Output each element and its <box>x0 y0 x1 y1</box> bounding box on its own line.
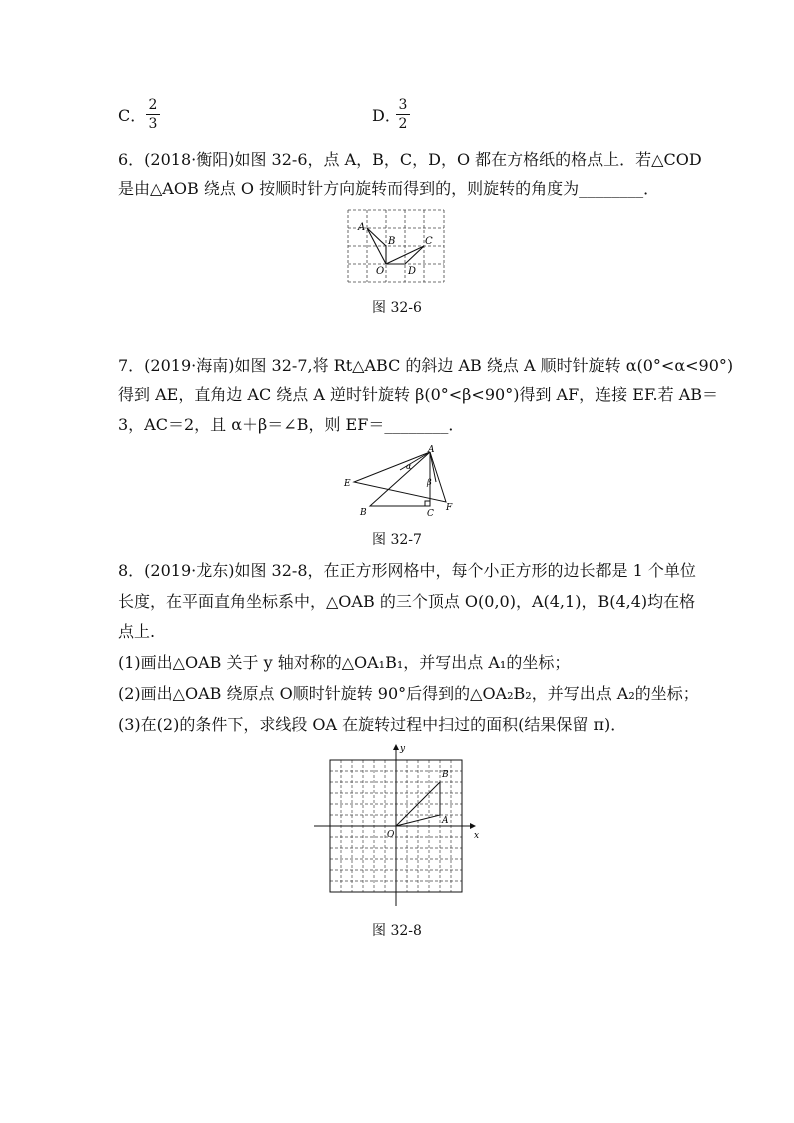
q7-line1: 7．(2019·海南)如图 32-7,将 Rt△ABC 的斜边 AB 绕点 A 顺时针旋转 α(0°<α<90°) <box>118 356 734 375</box>
fig7-label-e: E <box>344 479 351 489</box>
q8-line2: 长度，在平面直角坐标系中，△OAB 的三个顶点 O(0,0)，A(4,1)，B(4,4)均在格 <box>118 592 696 611</box>
fig6-label-o: O <box>376 266 385 277</box>
q8-subquestion-1: (1)画出△OAB 关于 y 轴对称的△OA₁B₁，并写出点 A₁的坐标； <box>118 653 571 672</box>
fig8-label-a: A <box>442 816 449 826</box>
fig6-label-b: B <box>388 236 396 247</box>
q7-line3: 3，AC＝2，且 α＋β＝∠B，则 EF＝________． <box>118 415 465 434</box>
q7-line2: 得到 AE，直角边 AC 绕点 A 逆时针旋转 β(0°<β<90°)得到 AF，连接 EF.若 AB＝ <box>118 385 719 404</box>
option-c-numerator: 2 <box>148 97 158 113</box>
q8-subquestion-3: (3)在(2)的条件下，求线段 OA 在旋转过程中扫过的面积(结果保留 π)． <box>118 715 627 734</box>
option-c-label: C． <box>118 106 147 125</box>
figure-32-7-caption: 图 32-7 <box>372 532 422 548</box>
q8-line3: 点上. <box>118 622 156 641</box>
option-c-fraction <box>146 97 160 132</box>
fig8-label-o: O <box>387 830 395 840</box>
option-c-denominator: 3 <box>148 116 158 132</box>
fig6-label-a: A <box>358 222 366 233</box>
option-d-numerator: 3 <box>398 97 408 113</box>
figure-32-6 <box>346 208 448 286</box>
q8-line1: 8．(2019·龙东)如图 32-8，在正方形网格中，每个小正方形的边长都是 1 个单位 <box>118 561 696 580</box>
option-d-denominator: 2 <box>398 116 408 132</box>
fig7-label-alpha: α <box>406 462 412 471</box>
fig7-label-c: C <box>427 509 434 519</box>
figure-32-7 <box>336 442 460 520</box>
fig7-label-beta: β <box>427 478 432 487</box>
figure-32-6-caption: 图 32-6 <box>372 300 422 316</box>
fig7-label-b: B <box>360 508 367 518</box>
fig6-label-c: C <box>425 236 433 247</box>
option-d-fraction <box>396 97 410 132</box>
fig8-axis-label-x: x <box>474 831 480 841</box>
q8-subquestion-2: (2)画出△OAB 绕原点 O顺时针旋转 90°后得到的△OA₂B₂，并写出点 A₂的坐标； <box>118 684 699 703</box>
fig6-label-d: D <box>408 266 417 277</box>
fig8-label-b: B <box>442 770 449 780</box>
q6-line2: 是由△AOB 绕点 O 按顺时针方向旋转而得到的，则旋转的角度为________． <box>118 179 660 198</box>
figure-32-8 <box>310 742 486 912</box>
fig7-label-a: A <box>428 445 435 455</box>
option-d-label: D． <box>372 106 401 125</box>
q6-line1: 6．(2018·衡阳)如图 32-6，点 A，B，C，D，O 都在方格纸的格点上．若△COD <box>118 150 702 169</box>
fig8-axis-label-y: y <box>400 744 406 754</box>
figure-32-8-caption: 图 32-8 <box>372 923 422 939</box>
fig7-label-f: F <box>446 503 453 513</box>
